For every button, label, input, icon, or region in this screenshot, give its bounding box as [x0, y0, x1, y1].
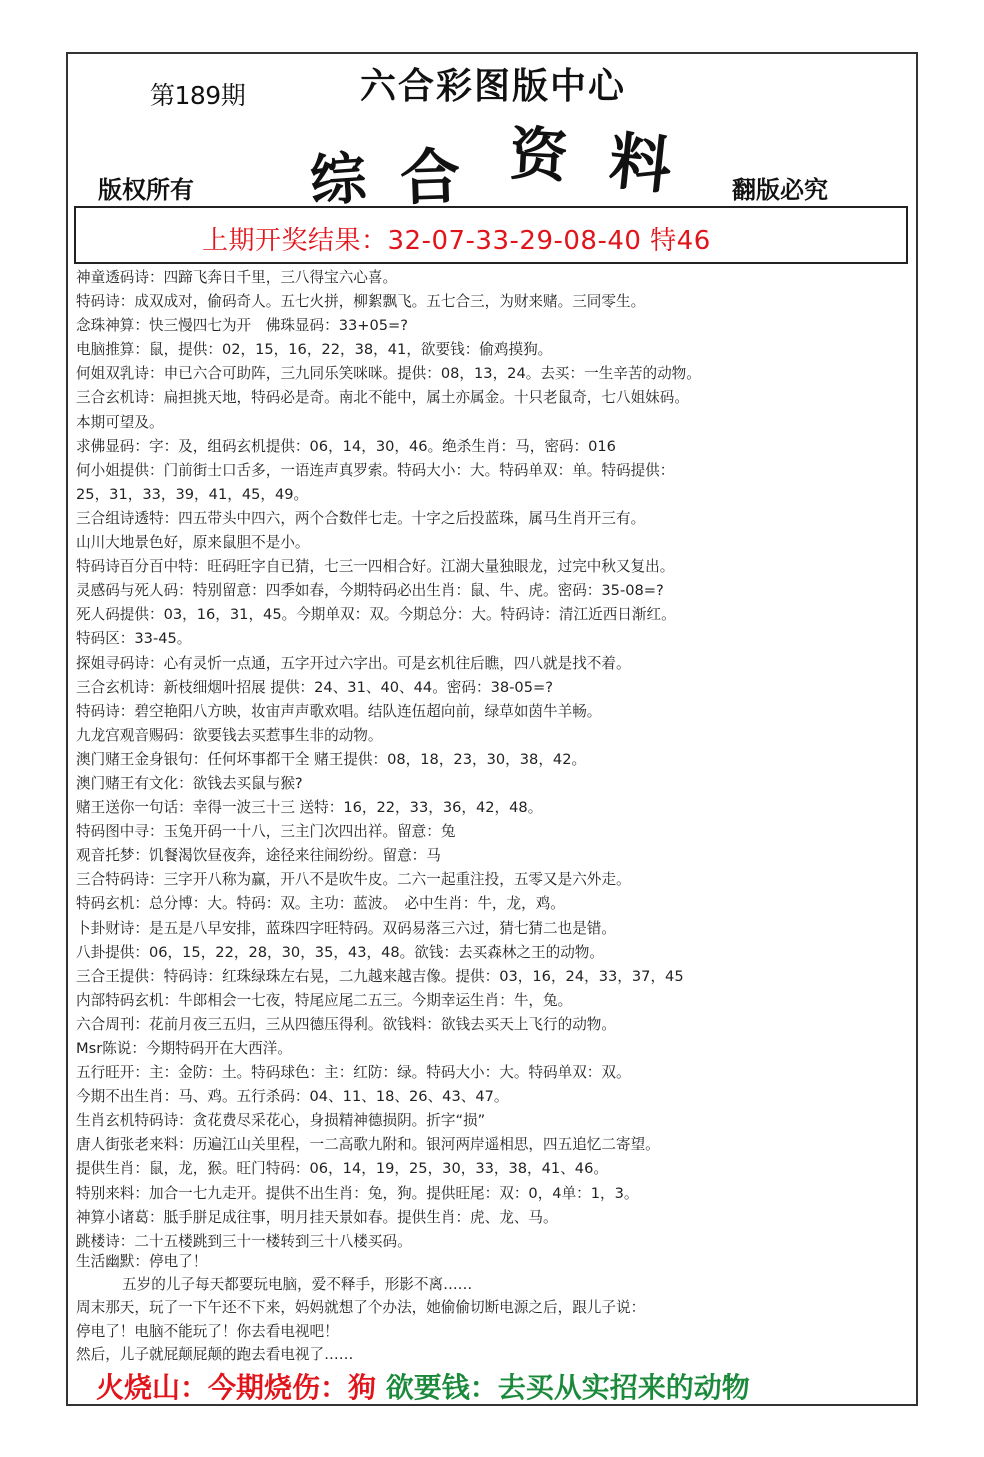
- content-line: 今期不出生肖：马、鸡。五行杀码：04、11、18、26、43、47。: [76, 1088, 509, 1106]
- content-line: 赌王送你一句话：幸得一波三十三 送特：16，22，33，36，42，48。: [76, 799, 543, 817]
- content-line: 三合组诗透特：四五带头中四六，两个合数伴七走。十字之后投蓝珠，属马生肖开三有。: [76, 509, 646, 527]
- story-line: 停电了！电脑不能玩了！你去看电视吧！: [76, 1322, 339, 1340]
- last-result-text: 上期开奖结果：32-07-33-29-08-40 特46: [202, 226, 711, 256]
- content-line: Msr陈说：今期特码开在大西洋。: [76, 1040, 292, 1057]
- content-line: 何姐双乳诗：申已六合可助阵，三九同乐笑咪咪。提供：08，13，24。去买：一生辛苦的动物。: [76, 365, 701, 383]
- content-line: 生肖玄机特码诗：贪花费尽采花心，身损精神德损阴。折字“损”: [76, 1112, 486, 1130]
- content-line: 卜卦财诗：是五是八早安排，蓝珠四字旺特码。双码易落三六过，猜七猜二也是错。: [76, 919, 616, 937]
- content-line: 八卦提供：06，15，22，28，30，35，43，48。欲钱：去买森林之王的动物。: [76, 943, 604, 961]
- content-line: 求佛显码：字：及，组码玄机提供：06，14，30，46。绝杀生肖：马，密码：016: [76, 437, 616, 455]
- content-line: 三合王提供：特码诗：红珠绿珠左右晃，二九越来越吉像。提供：03，16，24，33，37，45: [76, 967, 684, 985]
- main-title-char: 综: [308, 145, 369, 215]
- content-line: 死人码提供：03，16，31，45。今期单双：双。今期总分：大。特码诗：清江近西日渐红。: [76, 606, 676, 624]
- content-line: 澳门赌王有文化：欲钱去买鼠与猴?: [76, 774, 303, 792]
- content-line: 三合玄机诗：新枝细烟叶招展 提供：24、31、40、44。密码：38-05=?: [76, 678, 553, 696]
- content-line: 九龙宫观音赐码：欲要钱去买惹事生非的动物。: [76, 726, 383, 744]
- content-line: 提供生肖：鼠，龙，猴。旺门特码：06，14，19，25，30，33，38，41、46。: [76, 1160, 608, 1178]
- bottom-banner-red: 火烧山：今期烧伤：狗: [96, 1371, 377, 1404]
- content-lines: [76, 266, 912, 1254]
- content-line: 内部特码玄机：牛郎相会一七夜，特尾应尾二五三。今期幸运生肖：牛，兔。: [76, 991, 573, 1009]
- content-line: 本期可望及。: [76, 413, 164, 431]
- last-result-box: [74, 206, 908, 264]
- content-line: 灵感码与死人码：特别留意：四季如春，今期特码必出生肖：鼠、牛、虎。密码：35-08=?: [76, 582, 664, 600]
- no-reprint-label: 翻版必究: [732, 175, 828, 204]
- story-line: 周末那天，玩了一下午还不下来，妈妈就想了个办法，她偷偷切断电源之后，跟儿子说：: [76, 1299, 646, 1317]
- content-line: 观音托梦：饥餐渴饮昼夜奔，途径来往闹纷纷。留意：马: [76, 847, 441, 865]
- content-line: 25，31，33，39，41，45，49。: [76, 485, 309, 503]
- content-line: 特码诗：碧空艳阳八方映，妆宙声声歌欢唱。结队连伍超向前，绿草如茵牛羊畅。: [76, 702, 602, 720]
- content-line: 何小姐提供：门前街士口舌多，一语连声真罗索。特码大小：大。特码单双：单。特码提供：: [76, 461, 675, 479]
- story-line: 然后，儿子就屁颠屁颠的跑去看电视了……: [76, 1345, 354, 1363]
- content-line: 五行旺开：主：金防：土。特码球色：主：红防：绿。特码大小：大。特码单双：双。: [76, 1064, 631, 1082]
- content-line: 念珠神算：快三慢四七为开 佛珠显码：33+05=?: [76, 317, 409, 335]
- story-line: 五岁的儿子每天都要玩电脑，爱不释手，形影不离……: [122, 1276, 473, 1294]
- content-line: 特码图中寻：玉兔开码一十八，三主门次四出祥。留意：兔: [76, 823, 456, 841]
- main-title: [300, 108, 720, 215]
- content-line: 山川大地景色好，原来鼠胆不是小。: [76, 534, 310, 552]
- content-line: 澳门赌王金身银句：任何坏事都干全 赌王提供：08，18，23，30，38，42。: [76, 750, 587, 768]
- content-line: 特码诗百分百中特：旺码旺字自已猜，七三一四相合好。江湖大量独眼龙，过完中秋又复出。: [76, 558, 675, 576]
- content-line: 唐人街张老来料：历遍江山关里程，一二高歌九附和。银河两岸遥相思，四五追忆二寄望。: [76, 1136, 660, 1154]
- main-title-char: 料: [605, 123, 676, 204]
- center-title: 六合彩图版中心: [360, 65, 627, 107]
- main-title-char: 合: [398, 141, 462, 215]
- content-line: 神算小诸葛：胝手胼足成往事，明月挂天景如春。提供生肖：虎、龙、马。: [76, 1208, 558, 1226]
- content-line: 特码诗：成双成对，偷码奇人。五七火拼，柳絮飘飞。五七合三，为财来赌。三同零生。: [76, 293, 646, 311]
- content-line: 跳楼诗：二十五楼跳到三十一楼转到三十八楼买码。: [76, 1232, 412, 1250]
- content-line: 电脑推算：鼠，提供：02，15，16，22，38，41，欲要钱：偷鸡摸狗。: [76, 341, 553, 359]
- content-line: 探姐寻码诗：心有灵忻一点通，五字开过六字出。可是玄机往后瞧，四八就是找不着。: [76, 654, 631, 672]
- content-line: 六合周刊：花前月夜三五归，三从四德压得利。欲钱料：欲钱去买天上飞行的动物。: [76, 1015, 616, 1033]
- content-line: 特码玄机：总分博：大。特码：双。主功：蓝波。 必中生肖：牛，龙，鸡。: [76, 895, 565, 913]
- main-title-char: 资: [507, 119, 570, 191]
- content-line: 三合特码诗：三字开八称为赢，开八不是吹牛皮。二六一起重注投，五零又是六外走。: [76, 871, 631, 889]
- bottom-banner-green: 欲要钱：去买从实招来的动物: [385, 1371, 750, 1404]
- content-line: 神童透码诗：四蹄飞奔日千里，三八得宝六心喜。: [76, 269, 398, 286]
- humor-story: [76, 1250, 912, 1366]
- content-line: 三合玄机诗：扁担挑天地，特码必是奇。南北不能中，属土亦属金。十只老鼠奇，七八姐妹码。: [76, 389, 689, 407]
- copyright-label: 版权所有: [98, 175, 194, 204]
- content-line: 特码区：33-45。: [76, 630, 192, 648]
- bottom-banner: [96, 1366, 750, 1406]
- content-line: 特别来料：加合一七九走开。提供不出生肖：兔，狗。提供旺尾：双：0，4单：1，3。: [76, 1184, 639, 1202]
- story-line: 生活幽默：停电了！: [76, 1253, 208, 1270]
- issue-number: 第189期: [150, 81, 246, 110]
